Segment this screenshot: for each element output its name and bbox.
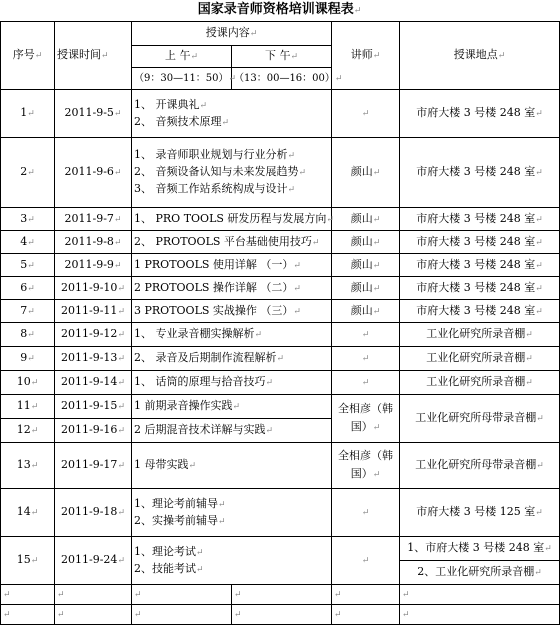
row-location: 工业化研究所母带录音棚↵ xyxy=(400,395,560,443)
row-lecturer: 颜山↵ xyxy=(332,138,400,208)
table-row xyxy=(1,347,560,371)
row-no: 1↵ xyxy=(1,90,55,138)
header-content: 授课内容↵ xyxy=(132,22,332,46)
row-no: 8↵ xyxy=(1,323,55,347)
row-date: 2011-9-12↵ xyxy=(55,323,132,347)
header-morning-time: （9：30—11：50）↵ xyxy=(132,68,232,90)
table-row xyxy=(1,231,560,254)
header-morning: 上 午↵ xyxy=(132,46,232,68)
header-row xyxy=(1,22,560,46)
table-row xyxy=(1,371,560,395)
row-location: 工业化研究所录音棚↵ xyxy=(400,323,560,347)
row-no: 12↵ xyxy=(1,419,55,443)
empty-cell: ↵ xyxy=(1,605,55,625)
empty-cell: ↵ xyxy=(332,605,400,625)
row-location: 市府大楼 3 号楼 248 室↵ xyxy=(400,208,560,231)
row-content: 1、 话筒的原理与拾音技巧↵ xyxy=(132,371,332,395)
row-no: 4↵ xyxy=(1,231,55,254)
row-lecturer: 全相彦（韩国）↵ xyxy=(332,443,400,489)
header-location: 授课地点↵ xyxy=(400,22,560,90)
row-content: 1、 录音师职业规划与行业分析↵ 2、 音频设备认知与未来发展趋势↵ 3、 音频工作站系统构成与设计↵ xyxy=(132,138,332,208)
row-content: 1 前期录音操作实践↵ xyxy=(132,395,332,419)
table-row xyxy=(1,395,560,419)
header-afternoon-time: （13：00—16：00）↵ xyxy=(232,68,332,90)
row-lecturer: ↵ xyxy=(332,371,400,395)
empty-row xyxy=(1,605,560,625)
row-content: 3 PROTOOLS 实战操作 （三）↵ xyxy=(132,300,332,323)
row-date: 2011-9-16↵ xyxy=(55,419,132,443)
row-lecturer: ↵ xyxy=(332,537,400,585)
empty-cell: ↵ xyxy=(55,605,132,625)
empty-cell: ↵ xyxy=(55,585,132,605)
table-row xyxy=(1,443,560,489)
empty-cell: ↵ xyxy=(132,605,232,625)
row-lecturer: 颜山↵ xyxy=(332,254,400,277)
row-date: 2011-9-7↵ xyxy=(55,208,132,231)
row-lecturer: ↵ xyxy=(332,323,400,347)
row-location: 2、工业化研究所录音棚↵ xyxy=(400,561,560,585)
row-no: 14↵ xyxy=(1,489,55,537)
row-content: 2、 PROTOOLS 平台基础使用技巧↵ xyxy=(132,231,332,254)
row-content: 1、理论考试↵ 2、技能考试↵ xyxy=(132,537,332,585)
row-location: 市府大楼 3 号楼 248 室↵ xyxy=(400,277,560,300)
row-location: 市府大楼 3 号楼 248 室↵ xyxy=(400,138,560,208)
row-content: 1、理论考前辅导↵ 2、实操考前辅导↵ xyxy=(132,489,332,537)
row-content: 1、 专业录音棚实操解析↵ xyxy=(132,323,332,347)
row-no: 5↵ xyxy=(1,254,55,277)
empty-row xyxy=(1,585,560,605)
row-date: 2011-9-18↵ xyxy=(55,489,132,537)
row-location: 工业化研究所母带录音棚↵ xyxy=(400,443,560,489)
row-date: 2011-9-9↵ xyxy=(55,254,132,277)
row-date: 2011-9-10↵ xyxy=(55,277,132,300)
row-location: 工业化研究所录音棚↵ xyxy=(400,347,560,371)
row-location: 市府大楼 3 号楼 248 室↵ xyxy=(400,300,560,323)
empty-cell: ↵ xyxy=(132,585,232,605)
row-content: 1 PROTOOLS 使用详解 （一）↵ xyxy=(132,254,332,277)
row-date: 2011-9-24↵ xyxy=(55,537,132,585)
empty-cell: ↵ xyxy=(400,585,560,605)
row-lecturer: ↵ xyxy=(332,347,400,371)
row-location: 市府大楼 3 号楼 248 室↵ xyxy=(400,90,560,138)
empty-cell: ↵ xyxy=(400,605,560,625)
row-date: 2011-9-13↵ xyxy=(55,347,132,371)
row-location: 市府大楼 3 号楼 125 室↵ xyxy=(400,489,560,537)
header-no: 序号↵ xyxy=(1,22,55,90)
header-time: 授课时间↵ xyxy=(55,22,132,90)
table-row xyxy=(1,254,560,277)
document-title: 国家录音师资格培训课程表↵ xyxy=(197,2,362,17)
row-date: 2011-9-8↵ xyxy=(55,231,132,254)
row-location: 市府大楼 3 号楼 248 室↵ xyxy=(400,254,560,277)
row-date: 2011-9-11↵ xyxy=(55,300,132,323)
row-content: 2 后期混音技术详解与实践↵ xyxy=(132,419,332,443)
row-no: 7↵ xyxy=(1,300,55,323)
row-date: 2011-9-5↵ xyxy=(55,90,132,138)
row-lecturer: 颜山↵ xyxy=(332,300,400,323)
row-no: 3↵ xyxy=(1,208,55,231)
row-date: 2011-9-6↵ xyxy=(55,138,132,208)
table-row xyxy=(1,277,560,300)
row-date: 2011-9-15↵ xyxy=(55,395,132,419)
row-no: 6↵ xyxy=(1,277,55,300)
row-no: 2↵ xyxy=(1,138,55,208)
table-row xyxy=(1,537,560,561)
course-schedule-table xyxy=(0,21,560,625)
row-location: 工业化研究所录音棚↵ xyxy=(400,371,560,395)
row-lecturer: 颜山↵ xyxy=(332,208,400,231)
row-content: 1、 开课典礼↵ 2、 音频技术原理↵ xyxy=(132,90,332,138)
empty-cell: ↵ xyxy=(332,585,400,605)
empty-cell: ↵ xyxy=(232,605,332,625)
row-no: 13↵ xyxy=(1,443,55,489)
empty-cell: ↵ xyxy=(1,585,55,605)
row-lecturer: 颜山↵ xyxy=(332,277,400,300)
row-no: 9↵ xyxy=(1,347,55,371)
row-lecturer: 颜山↵ xyxy=(332,231,400,254)
row-lecturer: ↵ xyxy=(332,489,400,537)
row-lecturer: 全相彦（韩国）↵ xyxy=(332,395,400,443)
row-content: 2、 录音及后期制作流程解析↵ xyxy=(132,347,332,371)
row-no: 11↵ xyxy=(1,395,55,419)
row-content: 1、 PRO TOOLS 研发历程与发展方向↵ xyxy=(132,208,332,231)
row-content: 1 母带实践↵ xyxy=(132,443,332,489)
table-row xyxy=(1,300,560,323)
row-location: 市府大楼 3 号楼 248 室↵ xyxy=(400,231,560,254)
table-row xyxy=(1,323,560,347)
table-row xyxy=(1,208,560,231)
row-date: 2011-9-14↵ xyxy=(55,371,132,395)
table-row xyxy=(1,489,560,537)
row-content: 2 PROTOOLS 操作详解 （二）↵ xyxy=(132,277,332,300)
row-date: 2011-9-17↵ xyxy=(55,443,132,489)
header-afternoon: 下 午↵ xyxy=(232,46,332,68)
empty-cell: ↵ xyxy=(232,585,332,605)
header-lecturer: 讲师↵ xyxy=(332,22,400,90)
table-row xyxy=(1,138,560,208)
table-row xyxy=(1,90,560,138)
row-lecturer: ↵ xyxy=(332,90,400,138)
row-no: 10↵ xyxy=(1,371,55,395)
row-no: 15↵ xyxy=(1,537,55,585)
row-location: 1、市府大楼 3 号楼 248 室↵ xyxy=(400,537,560,561)
